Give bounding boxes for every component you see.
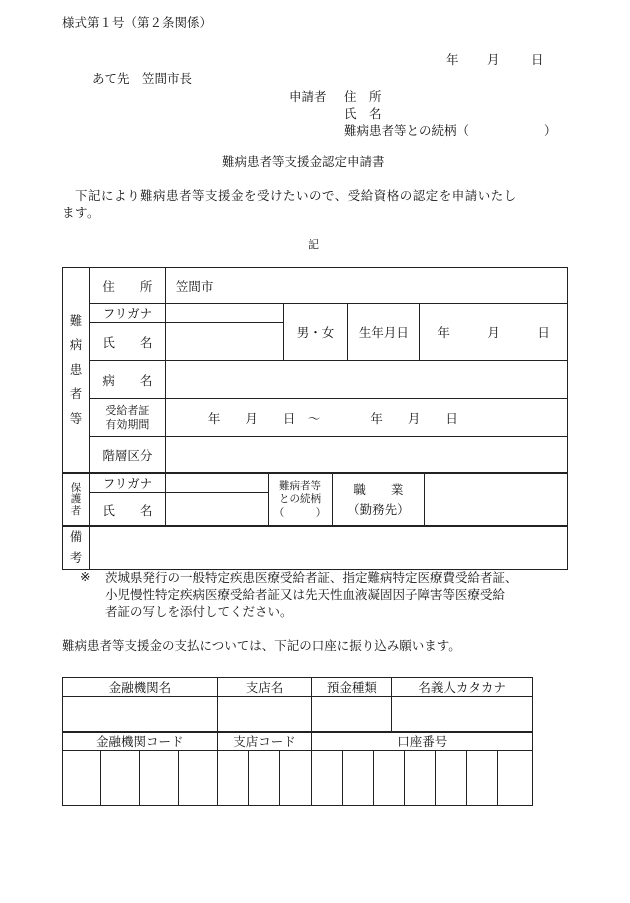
account-number-digit[interactable] <box>405 751 436 806</box>
patient-table <box>62 267 568 473</box>
branch-code-digit[interactable] <box>248 751 280 806</box>
note-mark: ※ <box>80 569 91 584</box>
payment-text: 難病患者等支援金の支払については、下記の口座に振り込み願います。 <box>62 638 461 653</box>
ki-label: 記 <box>308 238 319 251</box>
branch-code-digit[interactable] <box>280 751 312 806</box>
account-number-digit[interactable] <box>467 751 498 806</box>
account-number-digit[interactable] <box>497 751 532 806</box>
bank-code-digit[interactable] <box>178 751 217 806</box>
name-label: 氏 名 <box>89 323 165 361</box>
account-holder-field[interactable] <box>392 697 533 733</box>
sex-select[interactable]: 男・女 <box>283 304 348 361</box>
guardian-name-label: 氏 名 <box>89 493 165 527</box>
date-day: 日 <box>531 52 544 67</box>
account-number-digit[interactable] <box>312 751 343 806</box>
deposit-type-header: 預金種類 <box>312 678 392 697</box>
addressee: あて先 笠間市長 <box>92 71 193 86</box>
intro-line-2: ます。 <box>62 205 101 220</box>
disease-label: 病 名 <box>89 361 165 399</box>
document-title: 難病患者等支援金認定申請書 <box>222 154 385 169</box>
applicant-address-label: 住 所 <box>344 89 382 104</box>
guardian-name-field[interactable] <box>165 493 268 527</box>
bank-table <box>62 677 533 733</box>
bank-name-header: 金融機関名 <box>63 678 218 697</box>
name-field[interactable] <box>165 323 283 361</box>
guardian-furigana-label: フリガナ <box>89 474 165 493</box>
applicant-label: 申請者 <box>289 89 327 104</box>
applicant-relation: 難病患者等との続柄（ ） <box>344 123 557 138</box>
disease-field[interactable] <box>165 361 567 399</box>
guardian-furigana-field[interactable] <box>165 474 268 493</box>
remarks-label: 備 考 <box>63 526 90 570</box>
guardian-side-label: 保護者 <box>63 474 90 527</box>
branch-code-digit[interactable] <box>217 751 248 806</box>
applicant-name-label: 氏 名 <box>344 106 382 121</box>
patient-side-label: 難 病 患 者 等 <box>63 268 90 473</box>
form-number: 様式第１号（第２条関係） <box>62 15 213 30</box>
dob-field[interactable]: 年 月 日 <box>420 304 568 361</box>
date-month: 月 <box>487 52 500 67</box>
bank-code-digit[interactable] <box>100 751 139 806</box>
class-field[interactable] <box>165 437 567 473</box>
remarks-field[interactable] <box>89 526 567 570</box>
dob-label: 生年月日 <box>348 304 420 361</box>
address-field[interactable]: 笠間市 <box>165 268 567 304</box>
bank-code-digit[interactable] <box>63 751 101 806</box>
intro-line-1: 下記により難病患者等支援金を受けたいので、受給資格の認定を申請いたし <box>62 188 517 203</box>
account-holder-header: 名義人カタカナ <box>392 678 533 697</box>
branch-code-header: 支店コード <box>217 732 312 751</box>
cert-period-label: 受給者証 有効期間 <box>89 399 165 437</box>
bank-code-header: 金融機関コード <box>63 732 218 751</box>
cert-period-field[interactable]: 年 月 日 ～ 年 月 日 <box>165 399 567 437</box>
guardian-job-field[interactable] <box>425 474 568 527</box>
account-number-digit[interactable] <box>436 751 467 806</box>
guardian-job-label: 職 業 （勤務先） <box>332 474 425 527</box>
branch-name-field[interactable] <box>217 697 312 733</box>
bank-name-field[interactable] <box>63 697 218 733</box>
guardian-relation-label: 難病者等 との続柄 （ ） <box>268 474 332 527</box>
furigana-label: フリガナ <box>89 304 165 323</box>
branch-name-header: 支店名 <box>217 678 312 697</box>
class-label: 階層区分 <box>89 437 165 473</box>
address-label: 住 所 <box>89 268 165 304</box>
account-number-digit[interactable] <box>343 751 374 806</box>
account-number-header: 口座番号 <box>312 732 533 751</box>
note-text: 茨城県発行の一般特定疾患医療受給者証、指定難病特定医療費受給者証、 小児慢性特定疾病医療受給者証又は先天性血液凝固因子障害等医療受給 者証の写しを添付してください。 <box>105 570 518 619</box>
guardian-table <box>62 473 568 527</box>
bank-code-table <box>62 731 533 806</box>
remarks-table <box>62 525 568 570</box>
deposit-type-field[interactable] <box>312 697 392 733</box>
furigana-field[interactable] <box>165 304 283 323</box>
bank-code-digit[interactable] <box>139 751 178 806</box>
date-year: 年 <box>446 52 459 67</box>
account-number-digit[interactable] <box>374 751 405 806</box>
